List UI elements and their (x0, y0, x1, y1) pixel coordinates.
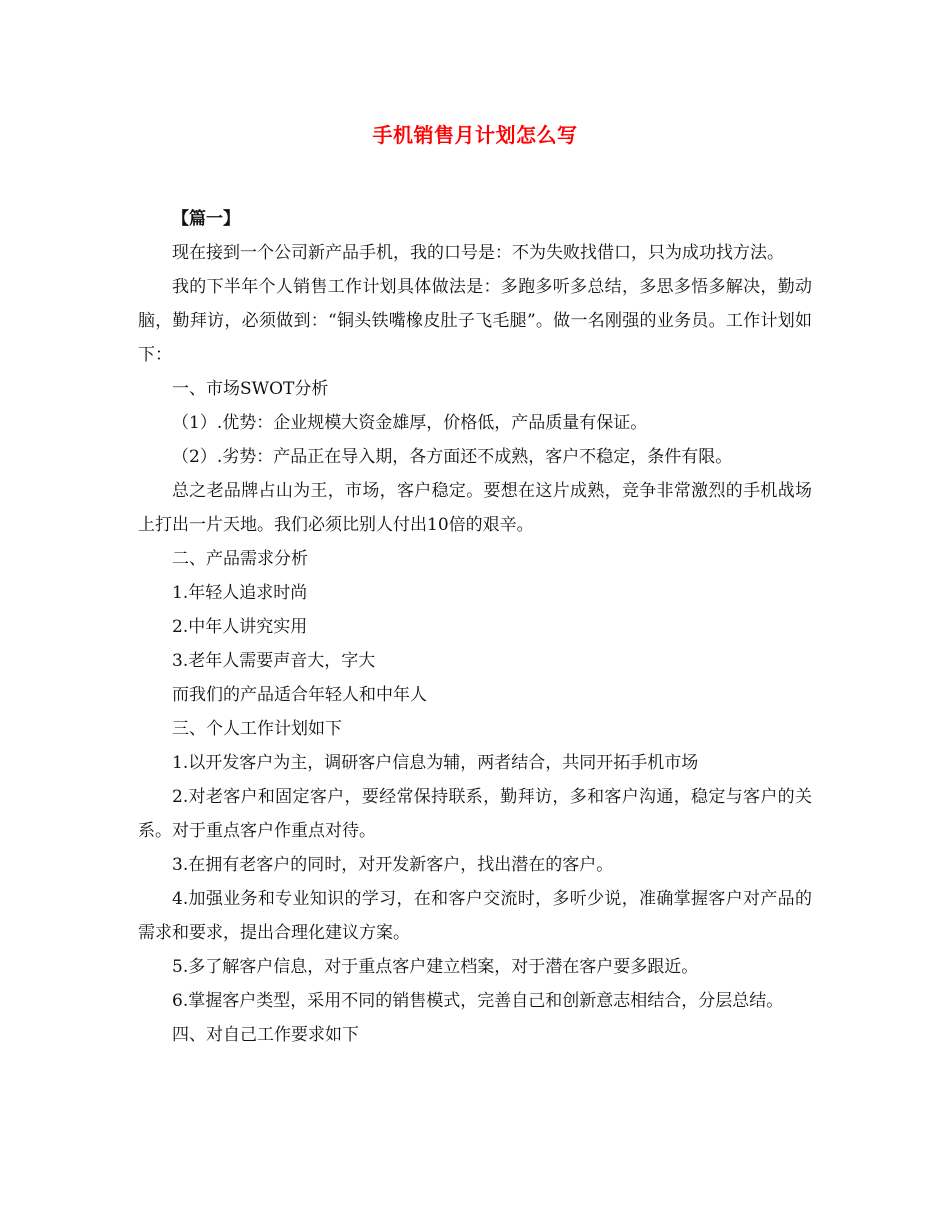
list-item: （1）.优势：企业规模大资金雄厚，价格低，产品质量有保证。 (172, 413, 648, 433)
paragraph: 而我们的产品适合年轻人和中年人 (172, 685, 427, 705)
list-item: 3.在拥有老客户的同时，对开发新客户，找出潜在的客户。 (172, 855, 614, 875)
list-item: 3.老年人需要声音大，字大 (172, 651, 376, 671)
section-label: 【篇一】 (172, 209, 240, 229)
document-title: 手机销售月计划怎么写 (372, 123, 578, 147)
list-item: 5.多了解客户信息，对于重点客户建立档案，对于潜在客户要多跟近。 (172, 957, 699, 977)
list-item: 6.掌握客户类型，采用不同的销售模式，完善自己和创新意志相结合，分层总结。 (172, 991, 784, 1011)
section-heading: 四、对自己工作要求如下 (172, 1025, 359, 1045)
list-item: （2）.劣势：产品正在导入期，各方面还不成熟，客户不稳定，条件有限。 (172, 447, 733, 467)
list-item: 2.中年人讲究实用 (172, 617, 308, 637)
section-heading: 三、个人工作计划如下 (172, 719, 342, 739)
list-item: 1.以开发客户为主，调研客户信息为辅，两者结合，共同开拓手机市场 (172, 753, 699, 773)
list-item: 4.加强业务和专业知识的学习，在和客户交流时，多听少说，准确掌握客户对产品的需求和要求，提出合理化建议方案。 (138, 889, 812, 943)
list-item: 1.年轻人追求时尚 (172, 583, 308, 603)
section-heading: 二、产品需求分析 (172, 549, 308, 569)
paragraph: 总之老品牌占山为王，市场，客户稳定。要想在这片成熟，竞争非常激烈的手机战场上打出一片天地。我们必须比别人付出10倍的艰辛。 (138, 481, 812, 535)
list-item: 2.对老客户和固定客户，要经常保持联系，勤拜访，多和客户沟通，稳定与客户的关系。对于重点客户作重点对待。 (138, 787, 812, 841)
section-heading: 一、市场SWOT分析 (172, 379, 329, 399)
paragraph: 我的下半年个人销售工作计划具体做法是：多跑多听多总结，多思多悟多解决，勤动脑，勤拜访，必须做到：“铜头铁嘴橡皮肚子飞毛腿”。做一名刚强的业务员。工作计划如下： (138, 277, 812, 365)
document-body (138, 202, 812, 1052)
paragraph: 现在接到一个公司新产品手机，我的口号是：不为失败找借口，只为成功找方法。 (172, 243, 784, 263)
